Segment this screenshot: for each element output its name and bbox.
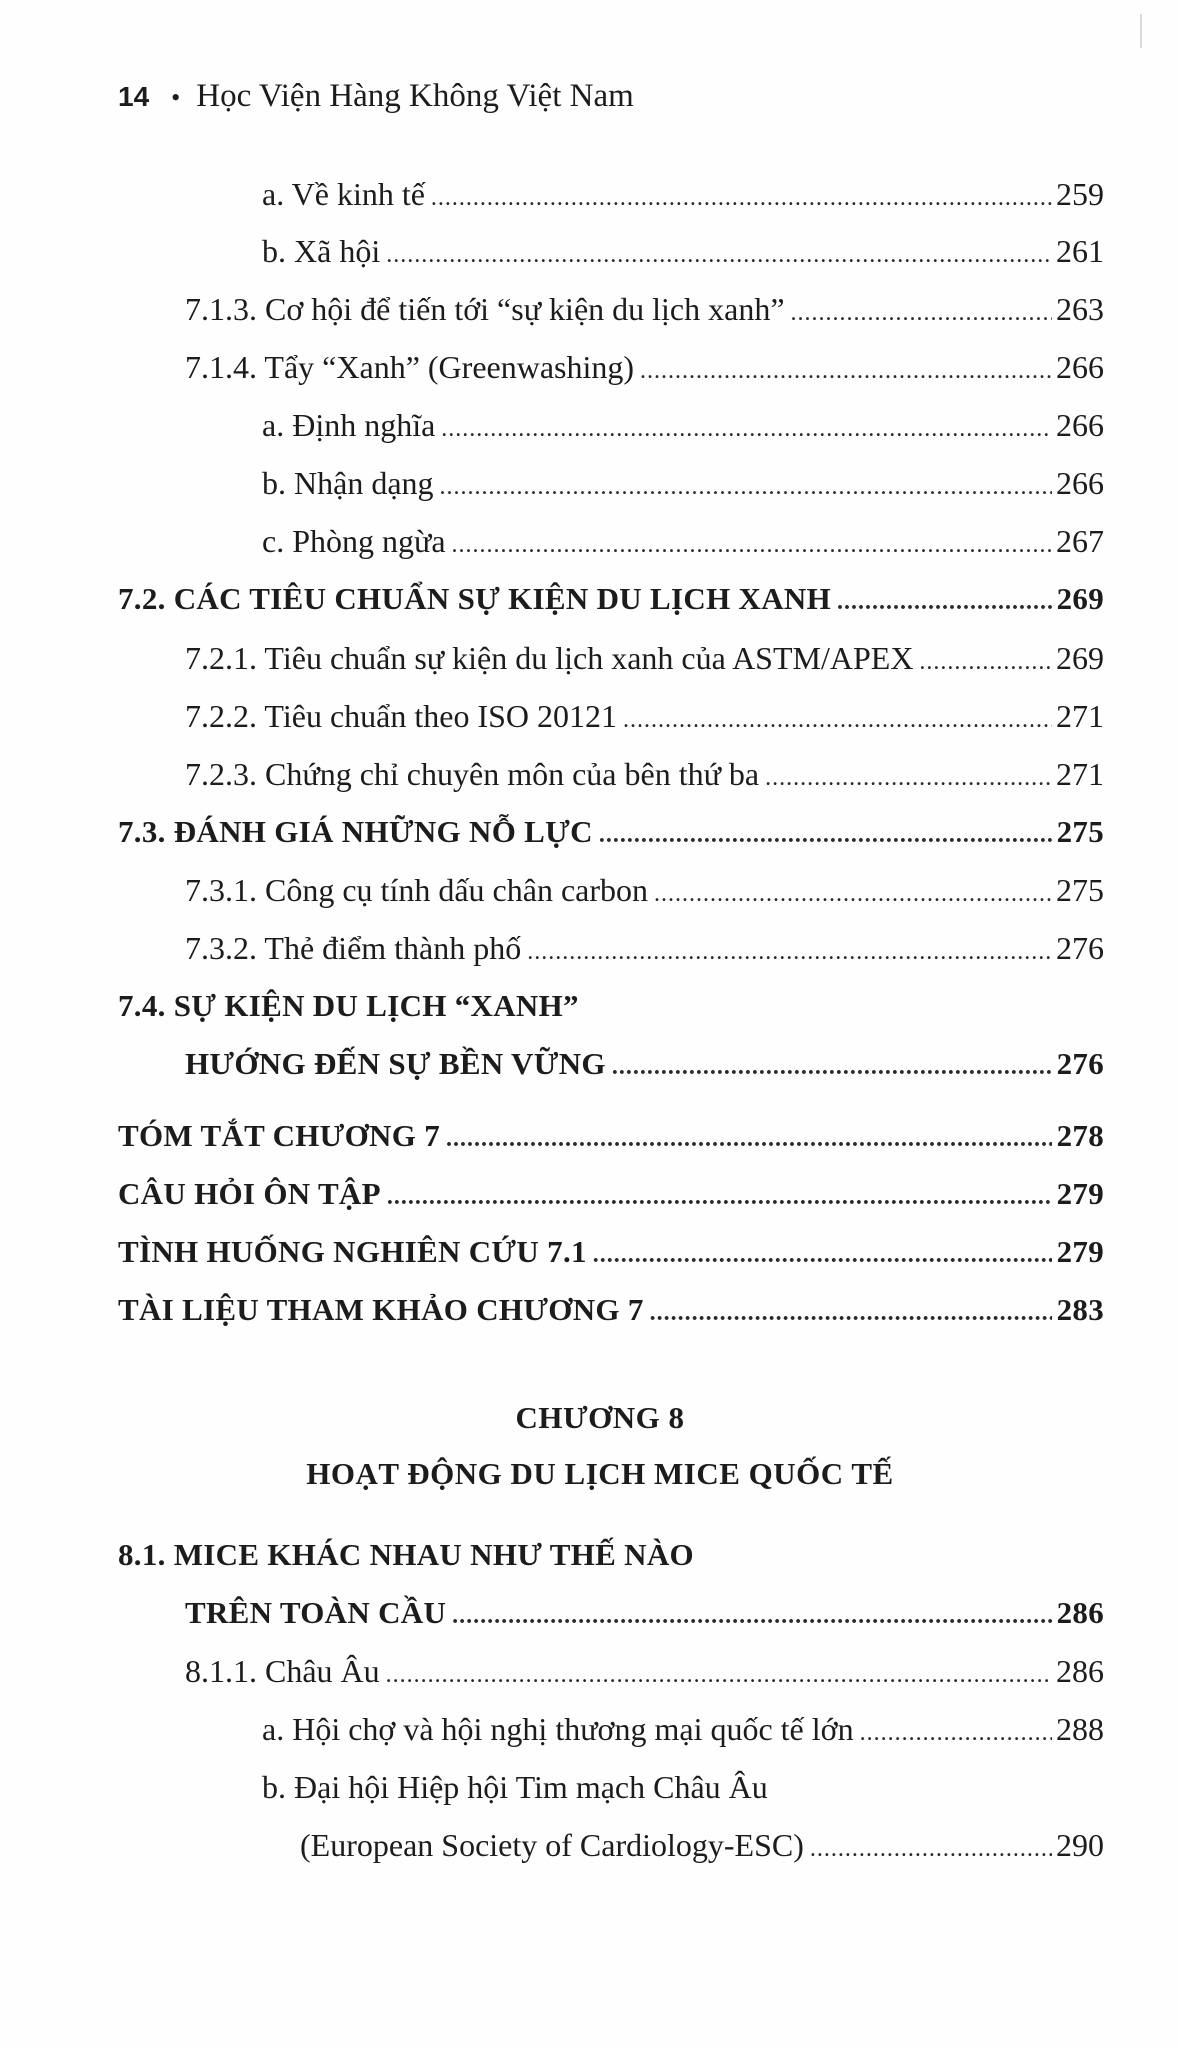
toc-entry-title: 7.2.3. Chứng chỉ chuyên môn của bên thứ ba (185, 756, 760, 792)
toc-entry[interactable] (262, 515, 1104, 567)
toc-entry[interactable] (262, 168, 1104, 220)
toc-entry-title: 7.2. CÁC TIÊU CHUẨN SỰ KIỆN DU LỊCH XANH (118, 581, 832, 616)
toc-leader-dots (452, 519, 1052, 571)
toc-section-entry[interactable] (185, 1038, 1104, 1090)
toc-entry-page: 278 (1056, 1118, 1104, 1153)
toc-entry[interactable] (185, 632, 1104, 684)
toc-section-entry[interactable] (118, 1226, 1104, 1278)
toc-entry-title: b. Nhận dạng (262, 465, 434, 501)
toc-entry-title: 7.2.2. Tiêu chuẩn theo ISO 20121 (185, 698, 617, 734)
toc-entry-title-line[interactable]: b. Đại hội Hiệp hội Tim mạch Châu Âu (262, 1769, 768, 1805)
toc-entry-title: 7.2.1. Tiêu chuẩn sự kiện du lịch xanh của ASTM/APEX (185, 640, 914, 676)
page-edge-mark (1140, 14, 1142, 48)
toc-entry-page: 279 (1056, 1234, 1104, 1269)
toc-entry-title: CÂU HỎI ÔN TẬP (118, 1176, 381, 1211)
toc-entry[interactable] (185, 922, 1104, 974)
toc-leader-dots (612, 1041, 1052, 1093)
toc-entry-page: 286 (1056, 1595, 1104, 1630)
toc-entry-title: 7.1.4. Tẩy “Xanh” (Greenwashing) (185, 349, 635, 385)
toc-entry-page: 266 (1056, 349, 1104, 385)
toc-entry-title: a. Về kinh tế (262, 176, 425, 212)
toc-leader-dots (765, 752, 1052, 804)
toc-entry-page: 271 (1056, 756, 1104, 792)
toc-leader-dots (650, 1287, 1052, 1339)
toc-entry-title: 7.3.1. Công cụ tính dấu chân carbon (185, 872, 648, 908)
toc-leader-dots (860, 1707, 1052, 1759)
toc-entry-title: 7.3.2. Thẻ điểm thành phố (185, 930, 522, 966)
toc-entry-page: 275 (1056, 872, 1104, 908)
publisher-name: Học Viện Hàng Không Việt Nam (196, 78, 634, 114)
toc-leader-dots (431, 172, 1052, 224)
toc-entry-title-continued: HƯỚNG ĐẾN SỰ BỀN VỮNG (185, 1046, 606, 1081)
toc-entry-page: 266 (1056, 465, 1104, 501)
toc-section-title-line[interactable]: 7.4. SỰ KIỆN DU LỊCH “XANH” (118, 988, 579, 1023)
toc-entry-page: 269 (1056, 581, 1104, 616)
toc-entry[interactable] (262, 399, 1104, 451)
toc-section-title-line[interactable]: 8.1. MICE KHÁC NHAU NHƯ THẾ NÀO (118, 1537, 694, 1572)
toc-section-entry[interactable] (118, 806, 1104, 858)
toc-leader-dots (452, 1590, 1052, 1642)
toc-entry-title-continued: TRÊN TOÀN CẦU (185, 1595, 447, 1630)
toc-entry[interactable] (185, 864, 1104, 916)
toc-entry[interactable] (185, 690, 1104, 742)
toc-entry-title: TÀI LIỆU THAM KHẢO CHƯƠNG 7 (118, 1292, 644, 1327)
toc-section-entry[interactable] (118, 1110, 1104, 1162)
toc-entry-title: 8.1.1. Châu Âu (185, 1653, 380, 1689)
toc-leader-dots (387, 1171, 1052, 1223)
toc-entry-page: 269 (1056, 640, 1104, 676)
toc-entry[interactable] (185, 748, 1104, 800)
toc-leader-dots (593, 1229, 1052, 1281)
toc-leader-dots (527, 926, 1052, 978)
toc-leader-dots (446, 1113, 1052, 1165)
toc-entry[interactable] (262, 457, 1104, 509)
toc-entry[interactable] (185, 1645, 1104, 1697)
toc-section-entry[interactable] (185, 1587, 1104, 1639)
toc-entry-page: 290 (1056, 1827, 1104, 1863)
toc-leader-dots (791, 287, 1052, 339)
chapter-title: HOẠT ĐỘNG DU LỊCH MICE QUỐC TẾ (306, 1456, 894, 1491)
toc-entry-page: 288 (1056, 1711, 1104, 1747)
toc-entry-title: 7.3. ĐÁNH GIÁ NHỮNG NỖ LỰC (118, 814, 593, 849)
toc-leader-dots (640, 345, 1052, 397)
toc-leader-dots (440, 461, 1052, 513)
toc-entry-page: 263 (1056, 291, 1104, 327)
toc-leader-dots (599, 809, 1052, 861)
toc-entry[interactable] (185, 341, 1104, 393)
chapter-label: CHƯƠNG 8 (515, 1400, 685, 1435)
toc-entry-title-continued: (European Society of Cardiology-ESC) (300, 1827, 804, 1863)
toc-entry-page: 276 (1056, 930, 1104, 966)
toc-leader-dots (919, 636, 1052, 688)
toc-entry-title: 7.1.3. Cơ hội để tiến tới “sự kiện du lịch xanh” (185, 291, 785, 327)
running-head (118, 74, 634, 120)
toc-entry-title: TÓM TẮT CHƯƠNG 7 (118, 1118, 441, 1153)
toc-entry-title: a. Hội chợ và hội nghị thương mại quốc tế lớn (262, 1711, 854, 1747)
toc-entry[interactable] (300, 1819, 1104, 1871)
toc-section-entry[interactable] (118, 1168, 1104, 1220)
toc-entry-page: 286 (1056, 1653, 1104, 1689)
toc-entry-page: 271 (1056, 698, 1104, 734)
toc-leader-dots (654, 868, 1052, 920)
toc-entry-page: 276 (1056, 1046, 1104, 1081)
toc-entry[interactable] (262, 225, 1104, 277)
toc-entry-page: 259 (1056, 176, 1104, 212)
toc-leader-dots (837, 576, 1052, 628)
toc-section-entry[interactable] (118, 573, 1104, 625)
toc-entry-page: 267 (1056, 523, 1104, 559)
toc-entry[interactable] (262, 1703, 1104, 1755)
toc-leader-dots (623, 694, 1052, 746)
toc-leader-dots (441, 403, 1052, 455)
toc-entry-title: TÌNH HUỐNG NGHIÊN CỨU 7.1 (118, 1234, 587, 1269)
toc-entry-page: 266 (1056, 407, 1104, 443)
toc-section-entry[interactable] (118, 1284, 1104, 1336)
bullet-separator: • (171, 83, 181, 112)
toc-leader-dots (810, 1823, 1052, 1875)
toc-entry-page: 261 (1056, 233, 1104, 269)
toc-entry-page: 283 (1056, 1292, 1104, 1327)
toc-entry-title: b. Xã hội (262, 233, 381, 269)
toc-entry-title: a. Định nghĩa (262, 407, 436, 443)
toc-entry-page: 275 (1056, 814, 1104, 849)
toc-entry[interactable] (185, 283, 1104, 335)
page-number: 14 (118, 81, 150, 112)
toc-entry-page: 279 (1056, 1176, 1104, 1211)
toc-leader-dots (386, 1649, 1052, 1701)
toc-entry-title: c. Phòng ngừa (262, 523, 446, 559)
toc-leader-dots (386, 229, 1052, 281)
